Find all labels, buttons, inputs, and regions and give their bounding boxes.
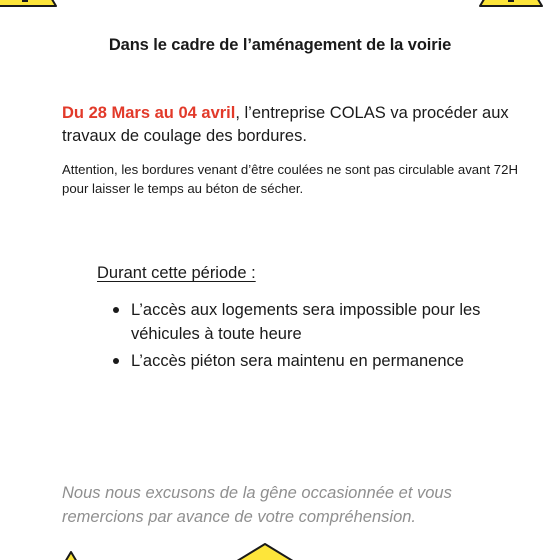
announcement-paragraph — [62, 102, 532, 148]
list-item-text: L’accès piéton sera maintenu en permanence — [131, 352, 464, 370]
list-item — [113, 349, 513, 373]
list-item — [113, 298, 513, 346]
work-dates: Du 28 Mars au 04 avril — [62, 104, 236, 122]
warning-paragraph: Attention, les bordures venant d’être coulées ne sont pas circulable avant 72H pour laisser le temps au béton de sécher. — [62, 162, 518, 196]
closing-paragraph: Nous nous excusons de la gêne occasionnée et vous remercions par avance de votre compréhension. — [62, 484, 452, 526]
restrictions-list — [113, 298, 513, 376]
period-title: Durant cette période : — [97, 264, 256, 282]
warning-sign-icon — [200, 540, 330, 560]
warning-sign-icon — [476, 0, 546, 10]
bullet-icon — [113, 307, 119, 313]
announcement-text: , l’entreprise COLAS va procéder aux travaux de coulage des bordures. — [62, 104, 509, 145]
warning-sign-icon — [0, 0, 60, 10]
warning-sign-icon — [36, 548, 106, 560]
list-item-text: L’accès aux logements sera impossible pour les véhicules à toute heure — [131, 301, 481, 343]
page-title: Dans le cadre de l’aménagement de la voirie — [108, 36, 452, 54]
bullet-icon — [113, 358, 119, 364]
